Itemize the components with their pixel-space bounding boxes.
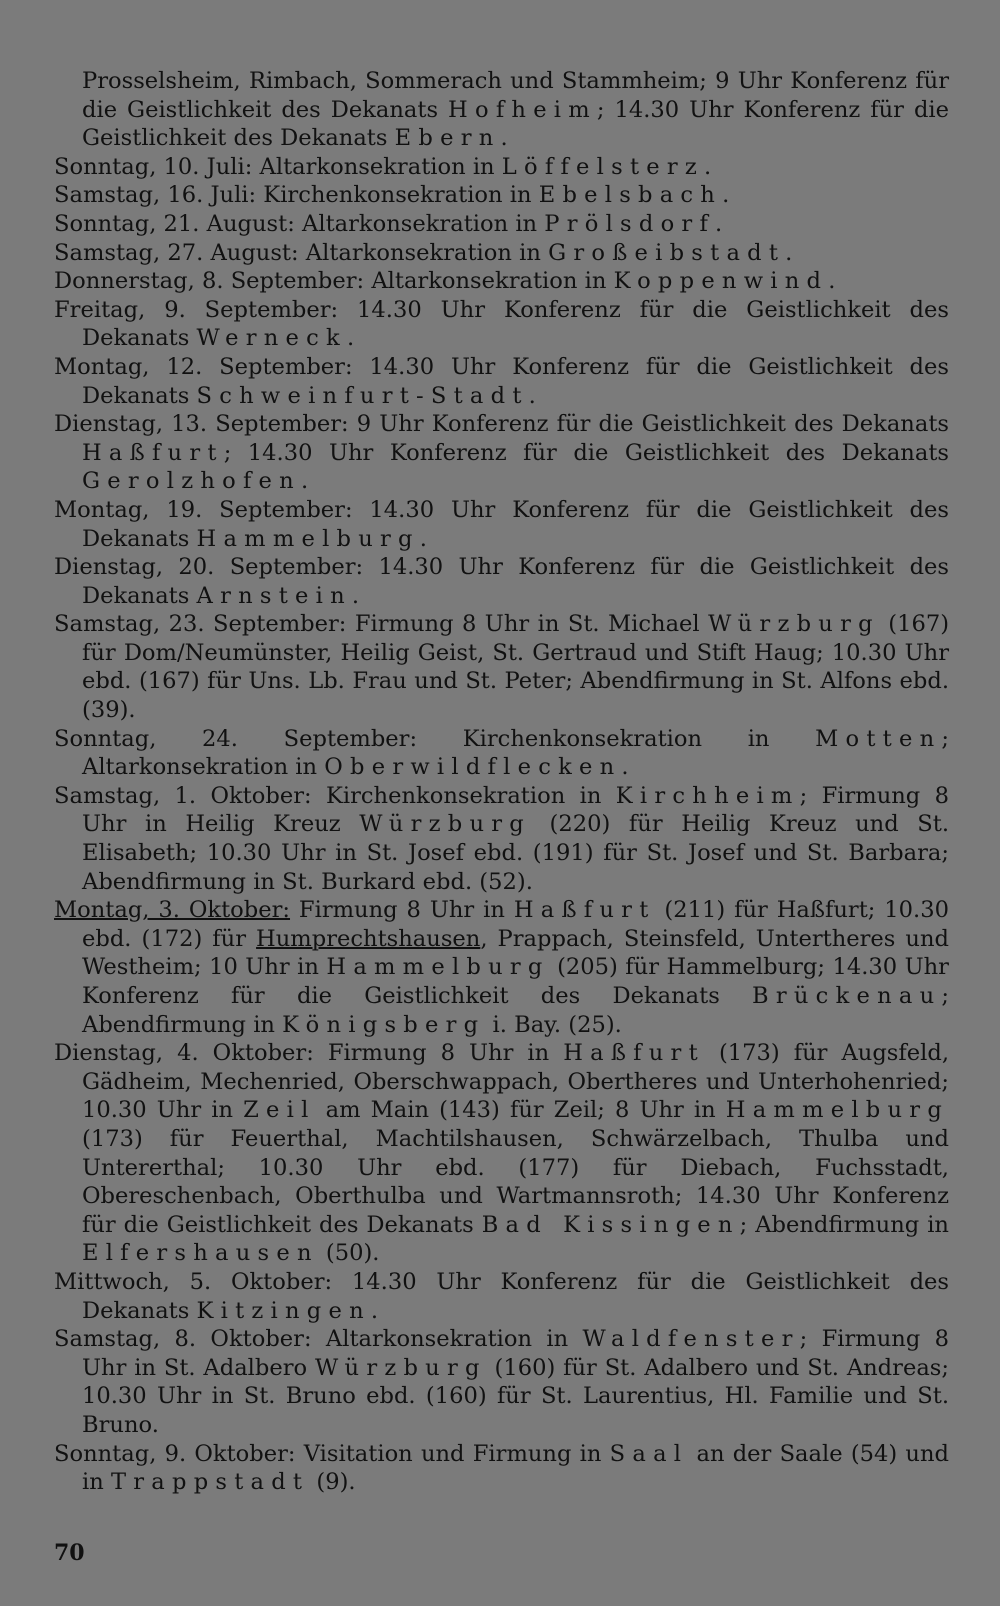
entry-text: Prosselsheim, Rimbach, Sommerach und Stammheim; 9 Uhr Konferenz für die Geistlichkeit des Dekanats xyxy=(82,68,949,123)
entry-text: . xyxy=(722,182,730,209)
entry-text: . xyxy=(704,153,712,180)
entry-text: Sonntag, 21. August: Altarkonsekration in xyxy=(54,210,545,237)
entry-text: ; Abendfirmung in xyxy=(739,1211,949,1238)
entry-text: Dienstag, 4. Oktober: Firmung 8 Uhr in xyxy=(54,1040,564,1067)
schedule-entry xyxy=(54,239,949,268)
place-name: Zeil xyxy=(243,1097,316,1124)
entry-text: , Prappach, Steinsfeld, Untertheres und Westheim; 10 Uhr in xyxy=(82,925,949,981)
schedule-entry xyxy=(54,1039,949,1268)
place-name: Schweinfurt-Stadt xyxy=(196,382,529,409)
underlined-text: Montag, 3. Oktober: xyxy=(54,897,291,924)
entry-text: (9). xyxy=(309,1469,356,1496)
schedule-entry xyxy=(54,153,949,182)
place-name: Königsberg xyxy=(282,1011,486,1038)
entry-list xyxy=(54,67,949,1497)
schedule-entry xyxy=(54,1440,949,1497)
place-name: Trappstadt xyxy=(110,1469,310,1496)
entry-text: . xyxy=(300,468,309,495)
entry-text: . xyxy=(715,210,723,237)
entry-text: ; Firmung 8 Uhr in Heilig Kreuz xyxy=(82,782,950,838)
place-name: Elfershausen xyxy=(82,1240,319,1267)
entry-text: Samstag, 27. August: Altarkonsekration in xyxy=(54,239,549,266)
entry-text: Samstag, 8. Oktober: Altarkonsekration in xyxy=(54,1326,583,1353)
entry-text: Dienstag, 20. September: 14.30 Uhr Konferenz für die Geistlichkeit des Dekanats xyxy=(54,554,949,609)
underlined-text: Humprechtshausen xyxy=(256,925,481,952)
place-name: Haßfurt xyxy=(513,897,656,924)
schedule-entry xyxy=(54,410,949,496)
place-name: Würzburg xyxy=(315,1354,487,1381)
place-name: Hammelburg xyxy=(326,954,550,981)
place-name: Arnstein xyxy=(196,582,352,609)
schedule-entry xyxy=(54,1325,949,1439)
entry-text: Mittwoch, 5. Oktober: 14.30 Uhr Konferenz für die Geistlichkeit des Dekanats xyxy=(54,1268,949,1324)
place-name: Waldfenster xyxy=(582,1326,800,1353)
entry-text: (50). xyxy=(318,1240,380,1267)
place-name: Haßfurt xyxy=(563,1040,705,1067)
schedule-entry xyxy=(54,610,949,724)
entry-text: . xyxy=(419,525,427,552)
entry-text: (220) für Heilig Kreuz und St. Elisabeth; 10.30 Uhr in St. Josef ebd. (191) für St. Josef und St. Barbara; Abendfirmung in St. Burkard ebd. (52). xyxy=(82,811,950,895)
place-name: Großeibstadt xyxy=(548,239,786,266)
place-name: Löffelsterz xyxy=(501,153,705,180)
place-name: Brückenau xyxy=(752,983,942,1009)
place-name: Würzburg xyxy=(708,611,880,638)
entry-text: (173) für Feuerthal, Machtilshausen, Schwärzelbach, Thulba und Untererthal; 10.30 Uhr ebd. (177) für Diebach, Fuchsstadt, Obereschenbach, Oberthulba und Wartmannsroth; 14.30 Uhr Konferenz für die Geistlichkeit des Dekanats xyxy=(82,1125,949,1238)
entry-text: . xyxy=(528,382,536,409)
schedule-entry xyxy=(54,896,949,1039)
place-name: Ebelsbach xyxy=(538,182,723,209)
place-name: Hofheim xyxy=(448,96,597,123)
page-number: 70 xyxy=(54,1540,85,1566)
place-name: Gerolzhofen xyxy=(82,468,301,495)
entry-text: Samstag, 16. Juli: Kirchenkonsekration in xyxy=(54,182,539,209)
schedule-entry xyxy=(54,353,949,410)
entry-text: Samstag, 23. September: Firmung 8 Uhr in St. Michael xyxy=(54,611,709,638)
entry-text: Firmung 8 Uhr in xyxy=(290,897,514,924)
place-name: Koppenwind xyxy=(613,268,829,295)
entry-text: . xyxy=(351,582,360,609)
place-name: Prölsdorf xyxy=(544,210,716,237)
entry-text: Sonntag, 10. Juli: Altarkonsekration in xyxy=(54,153,502,180)
entry-text: ; Altarkonsekration in xyxy=(82,725,949,781)
entry-text: an der Saale (54) und in xyxy=(82,1440,949,1496)
entry-text: . xyxy=(828,268,836,295)
place-name: Haßfurt xyxy=(82,439,224,466)
entry-text: Samstag, 1. Oktober: Kirchenkonsekration in xyxy=(54,782,616,809)
entry-text: ; 14.30 Uhr Konferenz für die Geistlichkeit des Dekanats xyxy=(223,439,949,466)
entry-text: ; Abendfirmung in xyxy=(82,983,949,1038)
entry-text: Montag, 12. September: 14.30 Uhr Konferenz für die Geistlichkeit des Dekanats xyxy=(54,353,949,409)
schedule-entry xyxy=(54,782,949,896)
schedule-entry xyxy=(54,725,949,782)
entry-text: Donnerstag, 8. September: Altarkonsekration in xyxy=(54,268,614,295)
entry-text: (205) für Hammelburg; 14.30 Uhr Konferenz für die Geistlichkeit des Dekanats xyxy=(82,954,949,1009)
entry-text: Sonntag, 24. September: Kirchenkonsekration in xyxy=(54,725,816,752)
schedule-entry xyxy=(54,181,949,210)
entry-text: Montag, 19. September: 14.30 Uhr Konferenz für die Geistlichkeit des Dekanats xyxy=(54,496,949,552)
place-name: Kirchheim xyxy=(615,782,800,809)
entry-text: . xyxy=(785,239,793,266)
place-name: Ebern xyxy=(394,125,501,152)
entry-text: . xyxy=(346,325,355,352)
entry-text: (211) für Haßfurt; 10.30 ebd. (172) für xyxy=(82,897,949,952)
entry-text: (173) für Augsfeld, Gädheim, Mechenried, Oberschwappach, Obertheres und Unterhohenried; 10.30 Uhr in xyxy=(82,1040,949,1124)
schedule-entry xyxy=(54,210,949,239)
place-name: Werneck xyxy=(196,325,347,352)
schedule-entry xyxy=(54,496,949,553)
entry-text: Dienstag, 13. September: 9 Uhr Konferenz für die Geistlichkeit des Dekanats xyxy=(54,411,949,438)
place-name: Würzburg xyxy=(359,811,531,838)
entry-text: ; Firmung 8 Uhr in St. Adalbero xyxy=(82,1326,950,1381)
place-name: Oberwildflecken xyxy=(324,754,622,781)
schedule-entry xyxy=(54,267,949,296)
place-name: Hammelburg xyxy=(725,1097,950,1124)
entry-text: . xyxy=(621,754,629,781)
schedule-entry xyxy=(54,296,949,353)
entry-text: ; 14.30 Uhr Konferenz für die Geistlichkeit des Dekanats xyxy=(82,96,950,152)
place-name: Bad Kissingen xyxy=(481,1211,740,1238)
entry-text: . xyxy=(500,125,508,152)
place-name: Motten xyxy=(815,725,942,752)
place-name: Hammelburg xyxy=(196,525,420,552)
entry-text: i. Bay. (25). xyxy=(485,1011,622,1038)
schedule-entry xyxy=(54,553,949,610)
entry-text: Sonntag, 9. Oktober: Visitation und Firmung in xyxy=(54,1440,610,1467)
place-name: Saal xyxy=(609,1440,689,1467)
schedule-entry xyxy=(54,1268,949,1325)
entry-text: . xyxy=(370,1297,379,1324)
entry-text: (160) für St. Adalbero und St. Andreas; 10.30 Uhr in St. Bruno ebd. (160) für St. Laurentius, Hl. Familie und St. Bruno. xyxy=(82,1354,949,1438)
entry-text: (167) für Dom/Neumünster, Heilig Geist, St. Gertraud und Stift Haug; 10.30 Uhr ebd. (167) für Uns. Lb. Frau und St. Peter; Abendfirmung in St. Alfons ebd. (39). xyxy=(82,611,950,724)
entry-text: am Main (143) für Zeil; 8 Uhr in xyxy=(315,1097,726,1124)
schedule-entry xyxy=(54,67,949,153)
place-name: Kitzingen xyxy=(196,1297,371,1324)
entry-text: Freitag, 9. September: 14.30 Uhr Konferenz für die Geistlichkeit des Dekanats xyxy=(54,296,949,352)
